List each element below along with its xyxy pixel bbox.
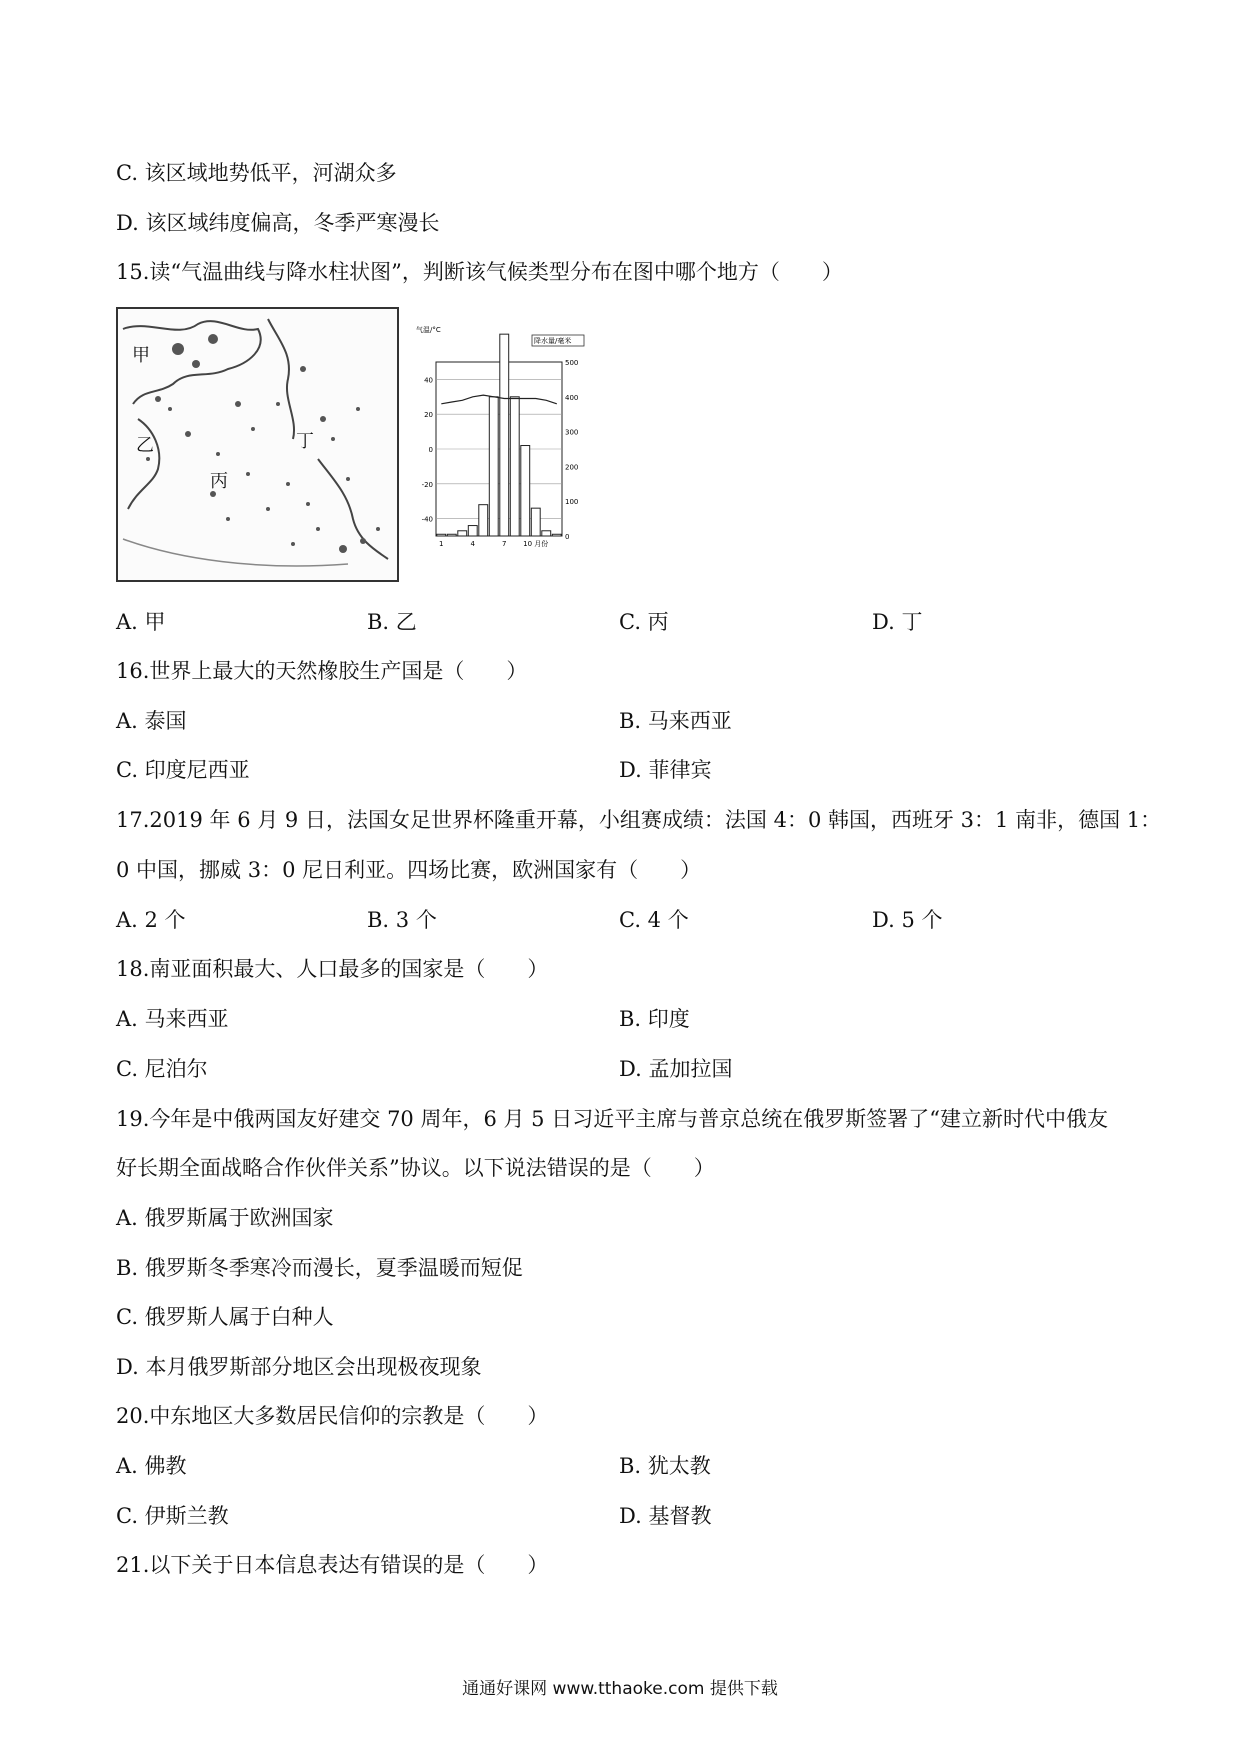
temp-axis-label: 气温/°C [416, 326, 441, 334]
q15-option-c: C. 丙 [619, 610, 669, 634]
q15-option-b: B. 乙 [367, 610, 417, 634]
climate-chart-svg [414, 324, 596, 550]
q20-stem: 20.中东地区大多数居民信仰的宗教是（ ） [116, 1404, 549, 1428]
precip-bar [479, 505, 488, 536]
precip-bar [542, 531, 551, 536]
precip-bar [437, 534, 446, 536]
precip-bar [500, 334, 509, 536]
q20-option-a: A. 佛教 [116, 1454, 187, 1478]
q14-option-c: C. 该区域地势低平，河湖众多 [116, 161, 397, 185]
climate-chart [414, 324, 596, 550]
precip-tick-label: 500 [565, 359, 579, 367]
q18-stem: 18.南亚面积最大、人口最多的国家是（ ） [116, 957, 549, 981]
q20-option-b: B. 犹太教 [619, 1454, 711, 1478]
q17-stem-line1: 17.2019 年 6 月 9 日，法国女足世界杯隆重开幕，小组赛成绩：法国 4：0 韩国，西班牙 3：1 南非，德国 1： [116, 808, 1162, 832]
precip-bar [531, 508, 540, 536]
q17-option-d: D. 5 个 [872, 908, 943, 932]
q19-option-d: D. 本月俄罗斯部分地区会出现极夜现象 [116, 1355, 482, 1379]
precip-tick-label: 400 [565, 393, 579, 402]
map-label-ding: 丁 [296, 431, 314, 452]
q20-option-c: C. 伊斯兰教 [116, 1504, 229, 1528]
q17-option-c: C. 4 个 [619, 908, 689, 932]
q19-option-c: C. 俄罗斯人属于白种人 [116, 1305, 334, 1329]
month-tick-label: 4 [470, 540, 475, 548]
q16-stem: 16.世界上最大的天然橡胶生产国是（ ） [116, 659, 528, 683]
q19-option-b: B. 俄罗斯冬季寒冷而漫长，夏季温暖而短促 [116, 1256, 523, 1280]
q21-stem: 21.以下关于日本信息表达有错误的是（ ） [116, 1553, 549, 1577]
precip-axis-label: 降水量/毫米 [534, 337, 572, 345]
map-label-jia: 甲 [132, 345, 150, 366]
precip-bar [521, 446, 530, 536]
q16-option-d: D. 菲律宾 [619, 758, 712, 782]
q17-option-b: B. 3 个 [367, 908, 437, 932]
precip-bar [489, 397, 498, 536]
month-tick-label: 1 [439, 540, 444, 548]
q15-option-d: D. 丁 [872, 610, 923, 634]
q16-option-b: B. 马来西亚 [619, 709, 732, 733]
precip-tick-label: 100 [565, 498, 579, 507]
q14-option-d: D. 该区域纬度偏高，冬季严寒漫长 [116, 211, 440, 235]
q15-option-a: A. 甲 [116, 610, 166, 634]
temp-tick-label: 0 [428, 446, 433, 454]
q18-option-d: D. 孟加拉国 [619, 1057, 733, 1081]
precip-tick-label: 200 [565, 463, 579, 472]
q19-option-a: A. 俄罗斯属于欧洲国家 [116, 1206, 334, 1230]
temp-tick-label: -40 [421, 515, 433, 524]
precip-bar [447, 534, 456, 536]
month-tick-label: 7 [502, 540, 507, 548]
q15-stem: 15.读“气温曲线与降水柱状图”，判断该气候类型分布在图中哪个地方（ ） [116, 260, 843, 284]
temperature-curve [441, 395, 557, 404]
q18-option-b: B. 印度 [619, 1007, 690, 1031]
page-footer: 通通好课网 www.tthaoke.com 提供下载 [462, 1679, 778, 1699]
temp-tick-label: 20 [424, 411, 433, 420]
q16-option-a: A. 泰国 [116, 709, 187, 733]
region-map-figure [116, 307, 399, 582]
month-tick-label: 10 月份 [523, 540, 549, 548]
precip-bar [458, 531, 467, 536]
precip-bar [552, 534, 561, 536]
temp-tick-label: 40 [424, 376, 433, 385]
precip-tick-label: 300 [565, 428, 579, 437]
precip-tick-label: 0 [565, 533, 570, 541]
q19-stem-line1: 19.今年是中俄两国友好建交 70 周年，6 月 5 日习近平主席与普京总统在俄罗斯签署了“建立新时代中俄友 [116, 1107, 1108, 1131]
precip-bar [468, 526, 477, 536]
temp-tick-label: -20 [421, 480, 433, 489]
map-label-yi: 乙 [136, 435, 154, 456]
q20-option-d: D. 基督教 [619, 1504, 712, 1528]
q17-option-a: A. 2 个 [116, 908, 186, 932]
q19-stem-line2: 好长期全面战略合作伙伴关系”协议。以下说法错误的是（ ） [116, 1156, 715, 1180]
q18-option-a: A. 马来西亚 [116, 1007, 229, 1031]
q18-option-c: C. 尼泊尔 [116, 1057, 208, 1081]
map-label-bing: 丙 [210, 471, 228, 492]
q16-option-c: C. 印度尼西亚 [116, 758, 250, 782]
q17-stem-line2: 0 中国，挪威 3：0 尼日利亚。四场比赛，欧洲国家有（ ） [116, 858, 702, 882]
precip-bar [510, 397, 519, 536]
